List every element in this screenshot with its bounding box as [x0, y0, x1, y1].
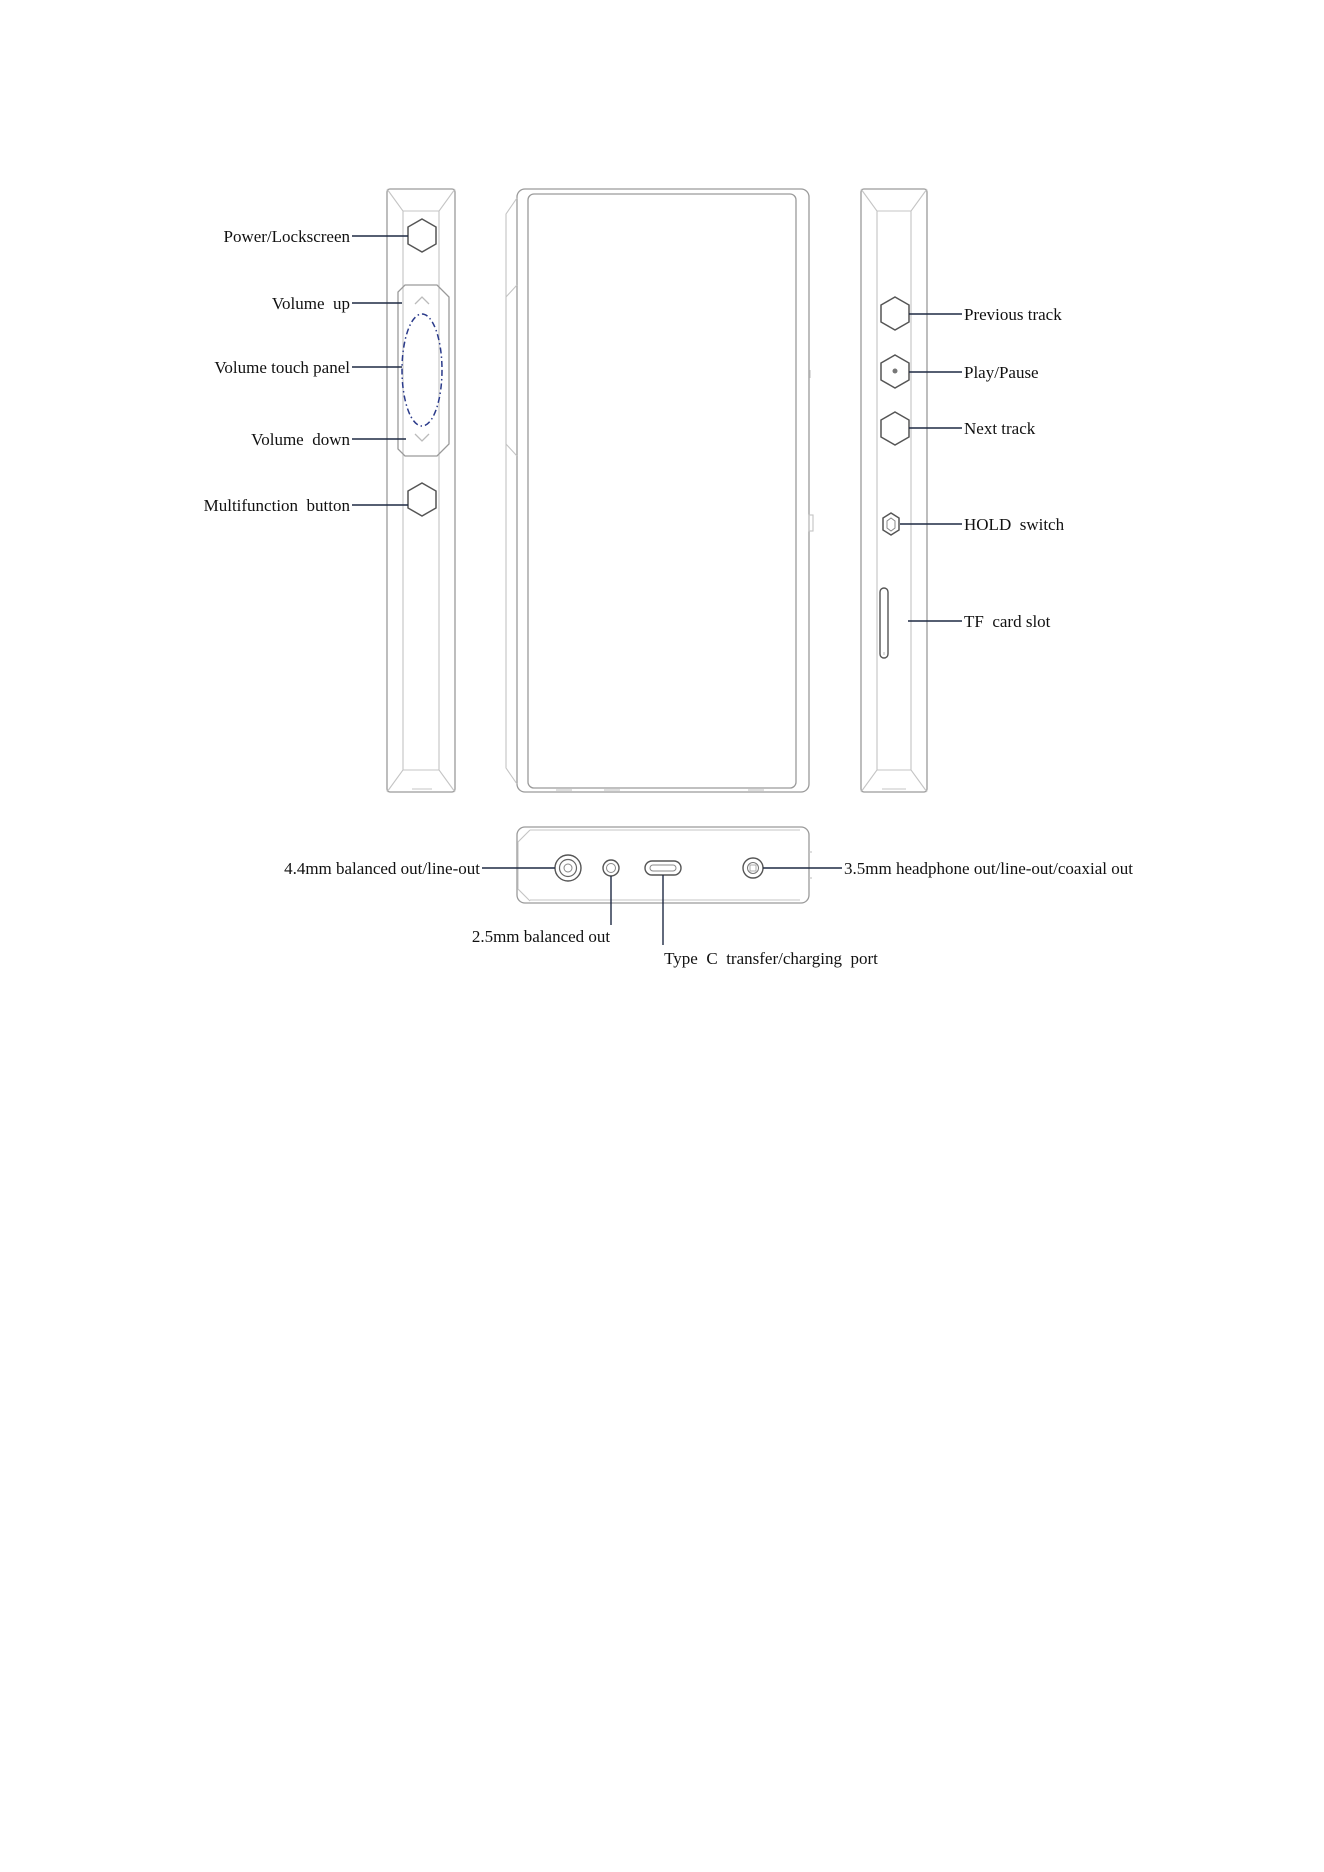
label-play-pause: Play/Pause	[964, 363, 1039, 382]
right-side-view	[861, 189, 927, 792]
left-side-view	[387, 189, 455, 792]
label-balanced-2-5: 2.5mm balanced out	[471, 927, 611, 946]
play-pause-dot-icon	[893, 369, 898, 374]
label-type-c-port: Type C transfer/charging port	[664, 949, 878, 968]
leader-lines	[352, 236, 962, 945]
label-volume-up: Volume up	[271, 294, 350, 313]
label-volume-touch-panel: Volume touch panel	[214, 358, 350, 377]
label-headphone-3-5: 3.5mm headphone out/line-out/coaxial out	[844, 859, 1133, 878]
previous-track-button-icon[interactable]	[881, 297, 909, 330]
label-balanced-4-4: 4.4mm balanced out/line-out	[284, 859, 480, 878]
label-volume-down: Volume down	[251, 430, 350, 449]
volume-touch-panel-oval	[402, 314, 442, 426]
callout-labels	[204, 227, 1134, 968]
hold-switch-icon[interactable]	[883, 513, 899, 535]
label-multifunction-button: Multifunction button	[203, 496, 350, 515]
power-button-icon[interactable]	[408, 219, 436, 252]
label-previous-track: Previous track	[964, 305, 1062, 324]
balanced-2-5-jack-icon[interactable]	[603, 860, 619, 876]
bottom-view	[517, 827, 812, 903]
headphone-3-5-jack-icon[interactable]	[743, 858, 763, 878]
label-tf-card-slot: TF card slot	[964, 612, 1051, 631]
front-view	[506, 189, 813, 792]
volume-up-chevron-icon	[415, 297, 429, 304]
tf-card-slot-icon[interactable]	[880, 588, 888, 658]
label-hold-switch: HOLD switch	[964, 515, 1065, 534]
next-track-button-icon[interactable]	[881, 412, 909, 445]
label-next-track: Next track	[964, 419, 1036, 438]
label-power-lockscreen: Power/Lockscreen	[223, 227, 350, 246]
volume-down-chevron-icon	[415, 434, 429, 441]
multifunction-button-icon[interactable]	[408, 483, 436, 516]
